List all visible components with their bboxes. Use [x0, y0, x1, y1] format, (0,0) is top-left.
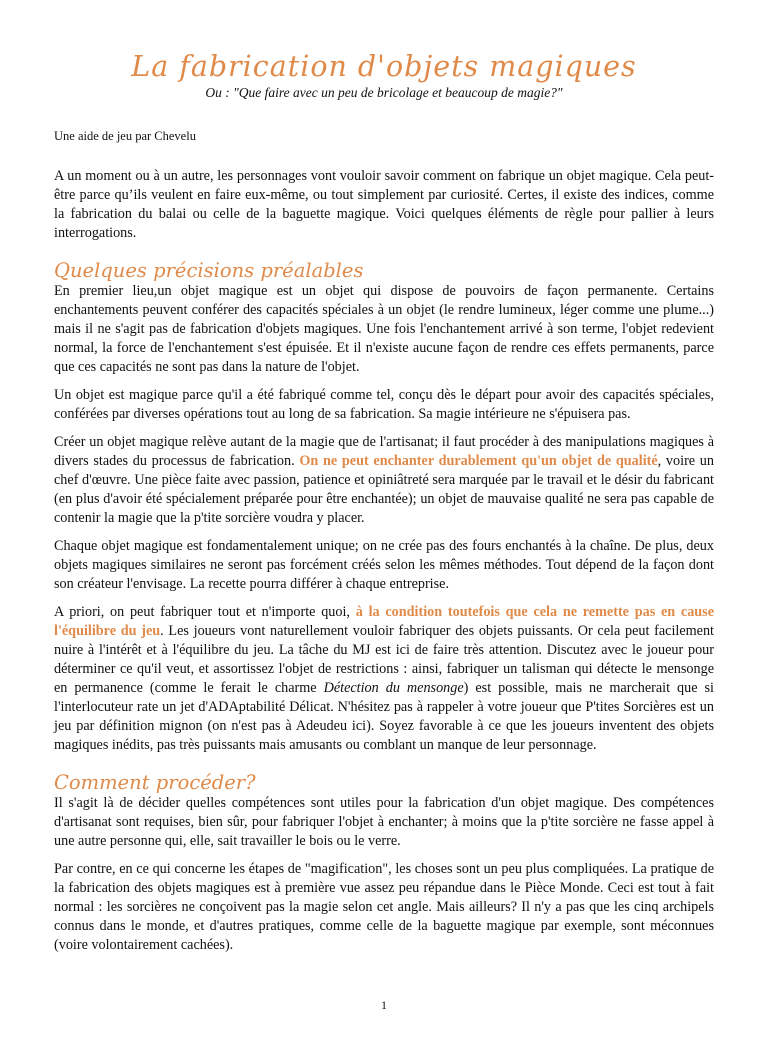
- paragraph: Chaque objet magique est fondamentalement unique; on ne crée pas des fours enchantés à la chaîne. De plus, deux objets magiques similaires ne seront pas forcément créés selon les mêmes méthodes. Tout dépend de la façon dont son créateur l'envisage. La recette pourra différer à chaque entreprise.: [54, 538, 714, 592]
- text-run: , voire un chef d'œuvre. Une pièce faite avec passion, patience et opiniâtreté sera marquée par le travail et le désir du fabricant (en plus d'avoir été spécialement préparée pour être enchantée); un objet de mauvaise qualité ne sera pas capable de contenir la magie que la p'tite sorcière voudra y placer.: [54, 453, 714, 526]
- text-run: Créer un objet magique relève autant de la magie que de l'artisanat; il faut procéder à des manipulations magiques à divers stades du processus de fabrication.: [54, 434, 714, 469]
- paragraph: Un objet est magique parce qu'il a été fabriqué comme tel, conçu dès le départ pour avoir des capacités spéciales, conférées par diverses opérations tout au long de sa fabrication. Sa magie intérieure ne s'épuisera pas.: [54, 387, 714, 422]
- document-subtitle: Ou : "Que faire avec un peu de bricolage et beaucoup de magie?": [205, 85, 563, 100]
- text-run: . Les joueurs vont naturellement vouloir fabriquer des objets puissants. Or cela peut facilement nuire à l'intérêt et à l'équilibre du jeu. La tâche du MJ est ici de faire très attention. Discutez avec le joueur pour déterminer ce qu'il veut, et assortissez l'objet de restrictions : ainsi, fabriquer un talisman qui détecte le mensonge en permanence (comme le ferait le charme: [54, 623, 714, 696]
- author-line: Une aide de jeu par Chevelu: [54, 129, 196, 143]
- document-title: La fabrication d'objets magiques: [131, 50, 637, 83]
- text-run: ) est possible, mais ne marcherait que si l'interlocuteur rate un jet d'ADAptabilité Délicat. N'hésitez pas à rappeler à votre joueur que P'tites Sorcières est un jeu par définition mignon (on n'est pas à Adeudeu ici). Soyez favorable à ce que les joueurs inventent des objets magiques inédits, pas très puissants mais amusants ou comblant un manque de leur personnage.: [54, 680, 714, 753]
- paragraph: [54, 603, 714, 755]
- page-number: 1: [381, 998, 387, 1012]
- highlighted-text: On ne peut enchanter durablement qu'un objet de qualité: [299, 453, 658, 469]
- intro-paragraph: A un moment ou à un autre, les personnages vont vouloir savoir comment on fabrique un objet magique. Cela peut-être parce qu’ils veulent en faire eux-même, ou tout simplement par curiosité. Certes, il existe des indices, comme la fabrication du balai ou celle de la baguette magique. Voici quelques éléments de règle pour pallier à leurs interrogations.: [54, 168, 714, 241]
- section-heading-preliminaries: Quelques précisions préalables: [54, 259, 364, 282]
- text-run: A priori, on peut fabriquer tout et n'importe quoi,: [54, 604, 356, 620]
- paragraph: Il s'agit là de décider quelles compétences sont utiles pour la fabrication d'un objet magique. Des compétences d'artisanat sont requises, bien sûr, pour fabriquer l'objet à enchanter; à moins que la p'tite sorcière ne fasse appel à une autre personne qui, elle, sait travailler le bois ou le verre.: [54, 795, 714, 849]
- section-heading-how-to: Comment procéder?: [54, 771, 256, 794]
- paragraph: Par contre, en ce qui concerne les étapes de "magification", les choses sont un peu plus compliquées. La pratique de la fabrication des objets magiques est à première vue assez peu répandue dans le Pièce Monde. Ceci est tout à fait normal : les sorcières ne conçoivent pas la magie selon cet angle. Mais ailleurs? Il n'y a pas que les cinq archipels connus dans le monde, et d'autres pratiques, comme celle de la baguette magique par exemple, sont méconnues (voire volontairement cachées).: [54, 861, 714, 953]
- highlighted-text: à la condition toutefois que cela ne remette pas en cause l'équilibre du jeu: [54, 604, 715, 639]
- paragraph: En premier lieu,un objet magique est un objet qui dispose de pouvoirs de façon permanente. Certains enchantements peuvent conférer des capacités spéciales à un objet (le rendre lumineux, léger comme une plume...) mais il ne s'agit pas de fabrication d'objets magiques. Une fois l'enchantement arrivé à son terme, l'objet redevient normal, la force de l'enchantement s'est épuisée. Et il n'existe aucune façon de rendre ces effets permanents, parce que ces capacités ne sont pas dans la nature de l'objet.: [54, 283, 714, 375]
- spell-name: Détection du mensonge: [323, 680, 464, 696]
- document-page: [0, 50, 768, 1044]
- paragraph: [54, 433, 714, 528]
